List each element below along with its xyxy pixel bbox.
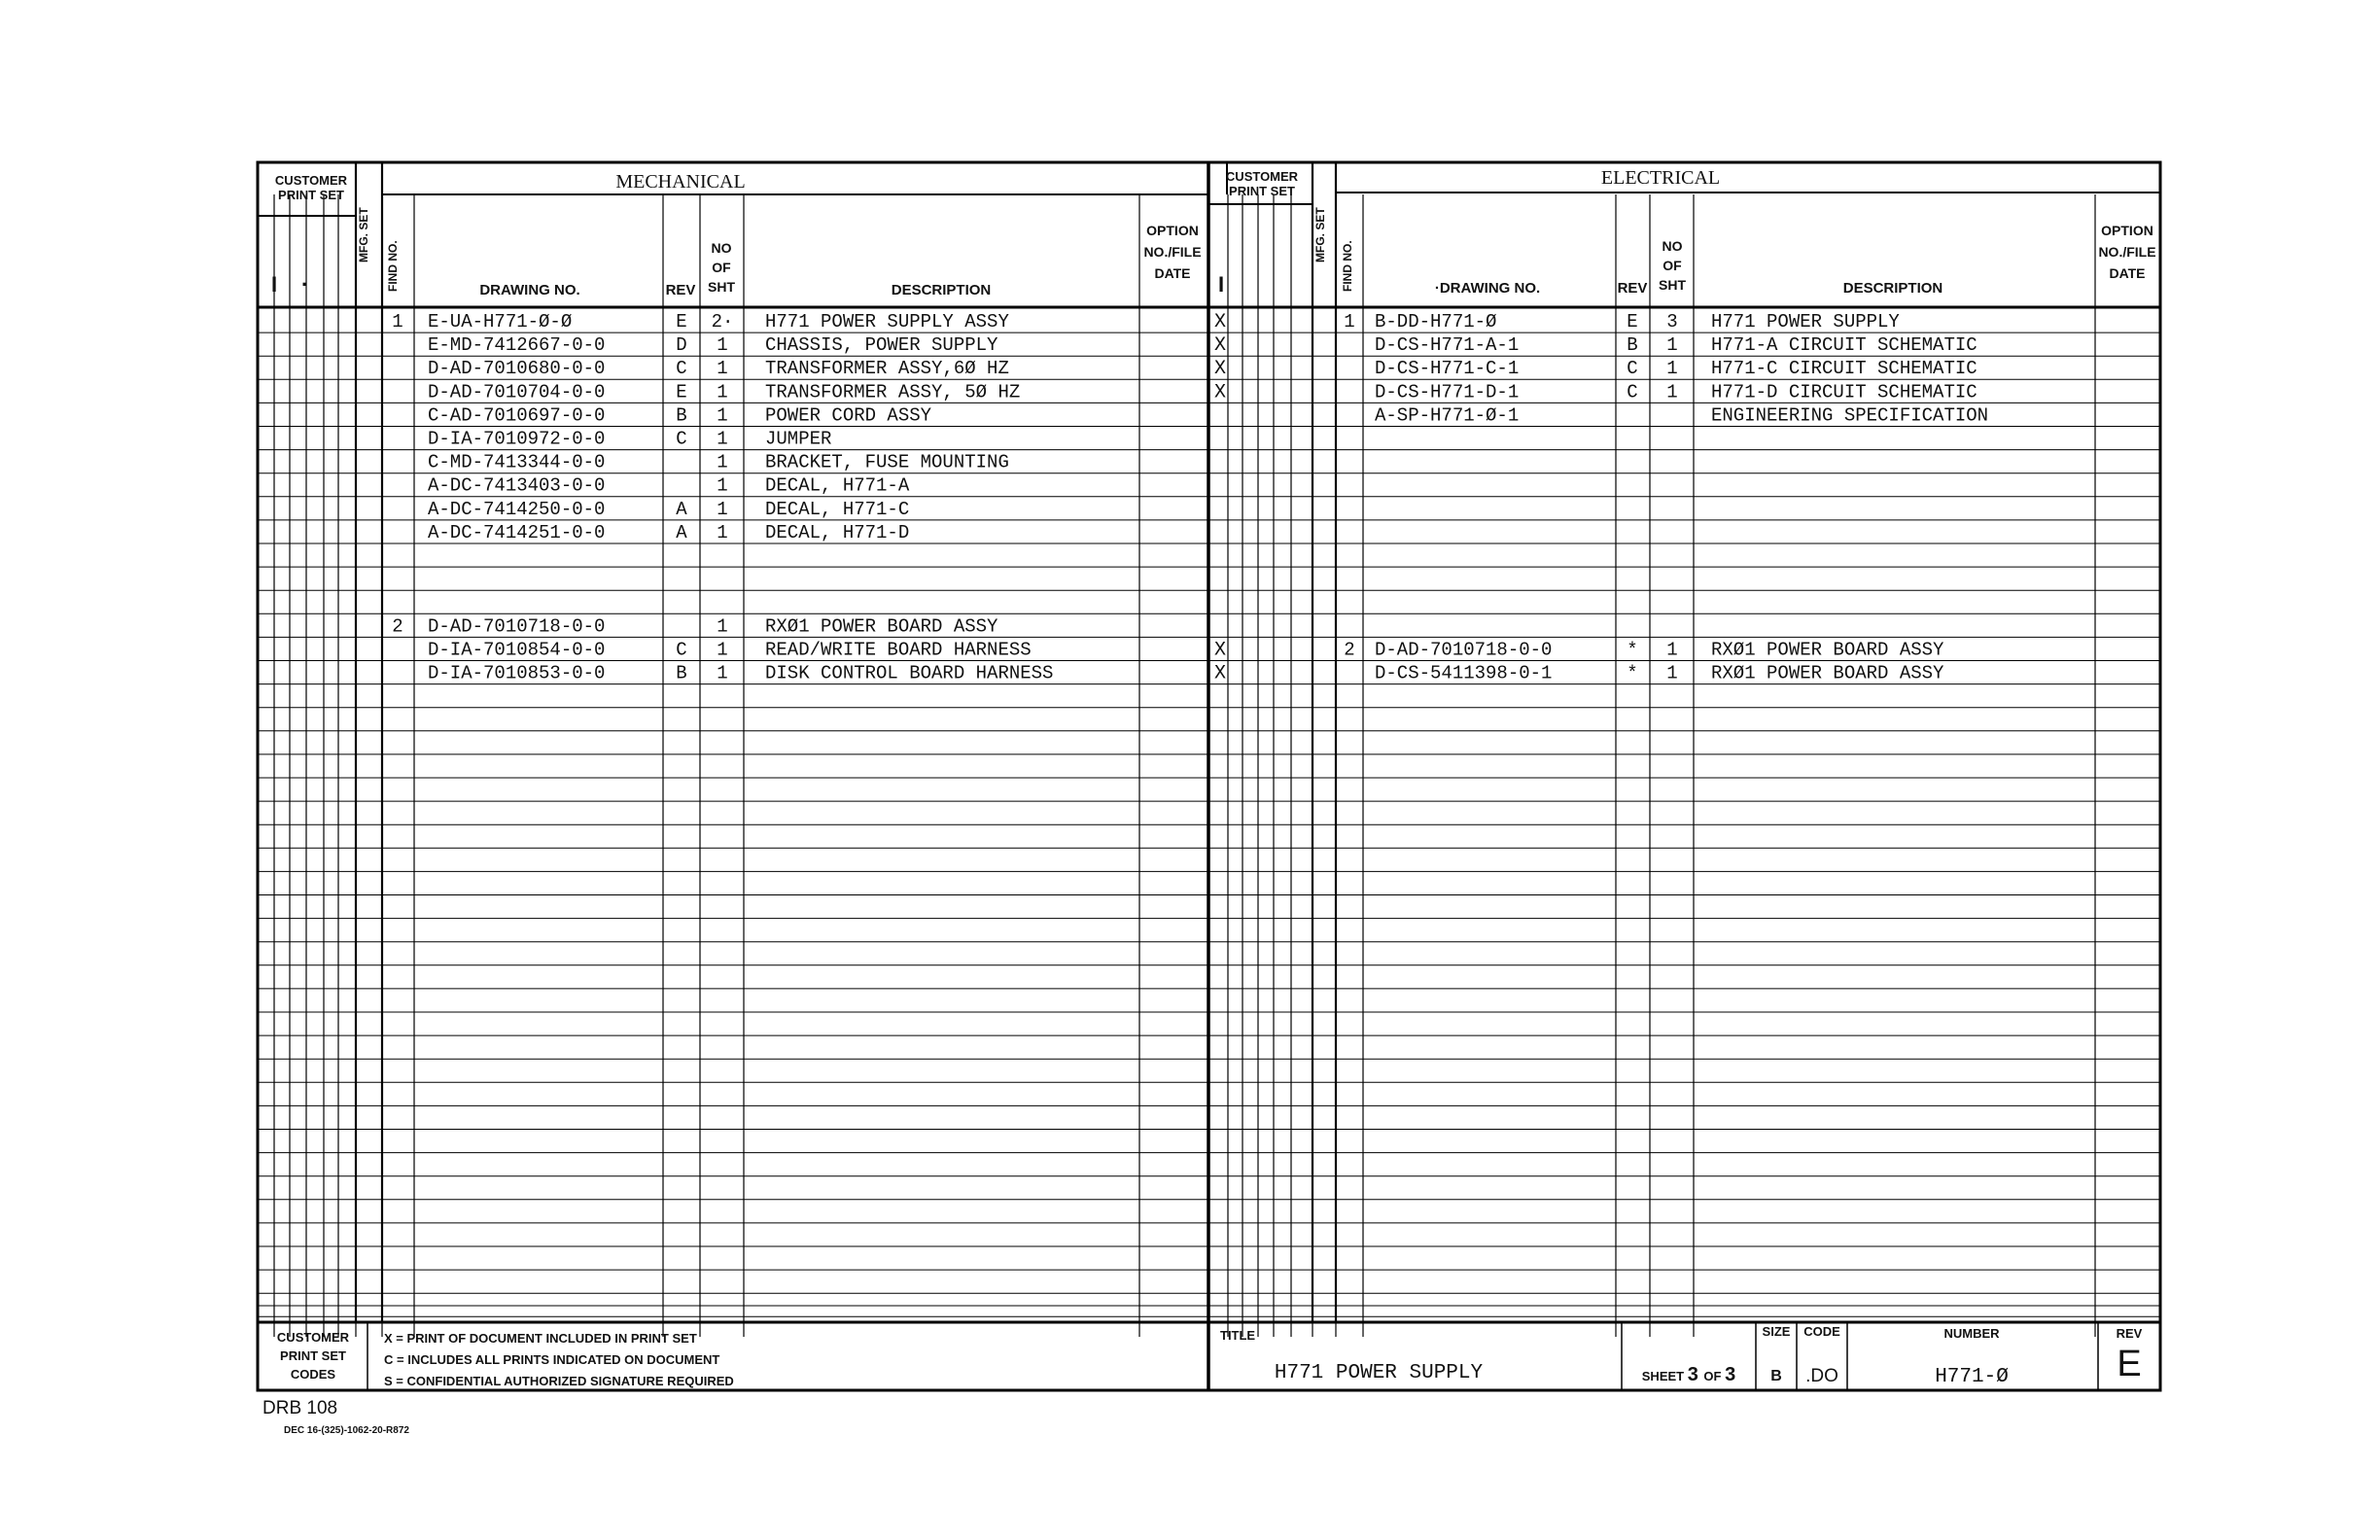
sheet-count: 2· (711, 311, 734, 332)
revision: B (676, 404, 687, 427)
print-set-code: X = PRINT OF DOCUMENT INCLUDED IN PRINT SET (384, 1331, 697, 1346)
sheet-count: 1 (717, 428, 728, 450)
title-label: TITLE (1220, 1328, 1256, 1343)
revision: D (676, 334, 687, 357)
no-of-sht-header: NO (711, 240, 732, 256)
revision: E (1627, 311, 1638, 332)
sheet-count: 1 (717, 639, 728, 661)
find-number: 1 (392, 311, 403, 332)
print-set-mark: X (1213, 639, 1227, 662)
description: TRANSFORMER ASSY, 5Ø HZ (765, 381, 1021, 403)
no-of-sht-header: NO (1662, 238, 1683, 254)
code-value: .DO (1805, 1366, 1838, 1386)
form-id: DRB 108 (262, 1398, 338, 1418)
print-set-codes-label: PRINT SET (280, 1348, 346, 1363)
description: ENGINEERING SPECIFICATION (1711, 404, 1989, 427)
drawing-number: D-AD-7010718-0-0 (1375, 639, 1553, 661)
description: CHASSIS, POWER SUPPLY (765, 334, 998, 357)
description: H771 POWER SUPPLY ASSY (765, 311, 1009, 332)
drawing-number: C-AD-7010697-0-0 (428, 404, 606, 427)
drawing-number: D-AD-7010718-0-0 (428, 615, 606, 638)
sheet-count: 1 (1666, 639, 1678, 661)
drawing-number: A-DC-7414251-0-0 (428, 521, 606, 543)
sheet-count: 1 (1666, 334, 1678, 357)
cps-label-elec: PRINT SET (1229, 184, 1295, 198)
drawing-number: B-DD-H771-Ø (1375, 311, 1497, 332)
description: RXØ1 POWER BOARD ASSY (765, 615, 998, 638)
cps-mark: I (271, 272, 278, 297)
revision: A (676, 521, 687, 543)
drawing-number: D-IA-7010853-0-0 (428, 662, 606, 684)
revision: E (676, 381, 687, 403)
mechanical-entries (392, 311, 1053, 684)
sheet-count: 1 (717, 662, 728, 684)
description-header: DESCRIPTION (891, 282, 992, 298)
electrical-entries (1214, 311, 1988, 685)
description-header: DESCRIPTION (1842, 280, 1943, 297)
revision: A (676, 498, 687, 520)
drawing-number: D-CS-H771-D-1 (1375, 381, 1520, 403)
sheet-count: 1 (717, 381, 728, 403)
cps-mark: · (301, 272, 309, 297)
sheet-indicator: SHEET 3 OF 3 (1641, 1364, 1736, 1385)
sheet-count: 1 (717, 404, 728, 427)
drawing-number: A-DC-7413403-0-0 (428, 474, 606, 497)
print-set-codes-label: CUSTOMER (276, 1330, 350, 1345)
cps-label-mech: CUSTOMER (274, 173, 348, 188)
find-no-label: FIND NO. (1341, 240, 1354, 292)
option-header: DATE (2109, 265, 2146, 281)
revision: C (1627, 381, 1638, 403)
sheet-count: 1 (1666, 662, 1678, 684)
revision: B (1627, 334, 1638, 357)
description: H771-C CIRCUIT SCHEMATIC (1711, 358, 1978, 380)
revision: C (676, 358, 687, 380)
drawing-number: A-DC-7414250-0-0 (428, 498, 606, 520)
description: BRACKET, FUSE MOUNTING (765, 451, 1009, 473)
description: TRANSFORMER ASSY,6Ø HZ (765, 358, 1009, 380)
description: DECAL, H771-C (765, 498, 910, 520)
form-print-code: DEC 16-(325)-1062-20-R872 (284, 1425, 409, 1436)
description: RXØ1 POWER BOARD ASSY (1711, 639, 1944, 661)
option-header: DATE (1154, 265, 1191, 281)
sheet-count: 1 (717, 521, 728, 543)
print-set-mark: X (1213, 311, 1227, 333)
revision: * (1627, 662, 1638, 684)
drawing-title: H771 POWER SUPPLY (1274, 1362, 1484, 1384)
size-value: B (1770, 1368, 1782, 1384)
form-headings (271, 167, 2156, 298)
description: DECAL, H771-A (765, 474, 910, 497)
no-of-sht-header: OF (712, 260, 731, 275)
revision: E (676, 311, 687, 332)
size-label: SIZE (1762, 1324, 1791, 1339)
mechanical-title: MECHANICAL (615, 171, 746, 192)
drawing-number: D-AD-7010680-0-0 (428, 358, 606, 380)
print-set-mark: X (1213, 334, 1227, 358)
number-label: NUMBER (1943, 1326, 2000, 1341)
mfg-set-label: MFG. SET (357, 207, 370, 262)
description: H771-A CIRCUIT SCHEMATIC (1711, 334, 1978, 357)
print-set-codes-label: CODES (290, 1367, 336, 1382)
description: READ/WRITE BOARD HARNESS (765, 639, 1032, 661)
drawing-number: C-MD-7413344-0-0 (428, 451, 606, 473)
revision: B (676, 662, 687, 684)
cps-mark: I (1218, 272, 1225, 297)
option-header: OPTION (1146, 223, 1199, 238)
revision: C (1627, 358, 1638, 380)
revision: * (1627, 639, 1638, 661)
find-number: 2 (1344, 639, 1355, 661)
sheet-count: 3 (1666, 311, 1678, 332)
print-set-code: S = CONFIDENTIAL AUTHORIZED SIGNATURE REQUIRED (384, 1374, 734, 1388)
option-header: NO./FILE (2098, 244, 2156, 260)
description: POWER CORD ASSY (765, 404, 932, 427)
description: DISK CONTROL BOARD HARNESS (765, 662, 1054, 684)
sheet-count: 1 (1666, 358, 1678, 380)
description: H771-D CIRCUIT SCHEMATIC (1711, 381, 1978, 403)
sheet-count: 1 (1666, 381, 1678, 403)
drawing-no-header: DRAWING NO. (479, 282, 580, 298)
no-of-sht-header: SHT (708, 279, 735, 295)
drawing-number: D-AD-7010704-0-0 (428, 381, 606, 403)
description: RXØ1 POWER BOARD ASSY (1711, 662, 1944, 684)
code-label: CODE (1803, 1324, 1840, 1339)
drawing-number: E-MD-7412667-0-0 (428, 334, 606, 357)
sheet-count: 1 (717, 451, 728, 473)
drawing-no-header: ·DRAWING NO. (1434, 280, 1541, 297)
drawing-number: E-UA-H771-Ø-Ø (428, 311, 573, 332)
description: H771 POWER SUPPLY (1711, 311, 1900, 332)
drawing-number: D-IA-7010972-0-0 (428, 428, 606, 450)
find-number: 1 (1344, 311, 1355, 332)
sheet-count: 1 (717, 615, 728, 638)
find-number: 2 (392, 615, 403, 638)
sheet-count: 1 (717, 474, 728, 497)
drawing-number: D-CS-H771-C-1 (1375, 358, 1520, 380)
no-of-sht-header: OF (1662, 258, 1682, 273)
description: DECAL, H771-D (765, 521, 910, 543)
print-set-mark: X (1213, 381, 1227, 404)
revision: C (676, 428, 687, 450)
cps-label-elec: CUSTOMER (1225, 169, 1299, 184)
sheet-count: 1 (717, 498, 728, 520)
title-block (262, 1324, 2143, 1436)
mfg-set-label: MFG. SET (1313, 207, 1327, 262)
electrical-title: ELECTRICAL (1600, 167, 1721, 189)
drawing-number: D-CS-H771-A-1 (1375, 334, 1520, 357)
drawing-number: A-SP-H771-Ø-1 (1375, 404, 1520, 427)
sheet-count: 1 (717, 358, 728, 380)
drawing-number: D-CS-5411398-0-1 (1375, 662, 1553, 684)
no-of-sht-header: SHT (1659, 277, 1686, 293)
option-header: NO./FILE (1143, 244, 1202, 260)
print-set-code: C = INCLUDES ALL PRINTS INDICATED ON DOCUMENT (384, 1352, 720, 1367)
drawing-number-value: H771-Ø (1935, 1366, 2009, 1388)
cps-label-mech: PRINT SET (278, 188, 344, 202)
rev-label: REV (2116, 1326, 2143, 1341)
description: JUMPER (765, 428, 832, 450)
revision: C (676, 639, 687, 661)
rev-value: E (2117, 1344, 2142, 1384)
drawing-number: D-IA-7010854-0-0 (428, 639, 606, 661)
print-set-mark: X (1213, 358, 1227, 381)
print-set-mark: X (1213, 662, 1227, 685)
find-no-label: FIND NO. (386, 240, 400, 292)
option-header: OPTION (2101, 223, 2153, 238)
rev-header: REV (1617, 280, 1648, 297)
rev-header: REV (665, 282, 696, 298)
sheet-count: 1 (717, 334, 728, 357)
